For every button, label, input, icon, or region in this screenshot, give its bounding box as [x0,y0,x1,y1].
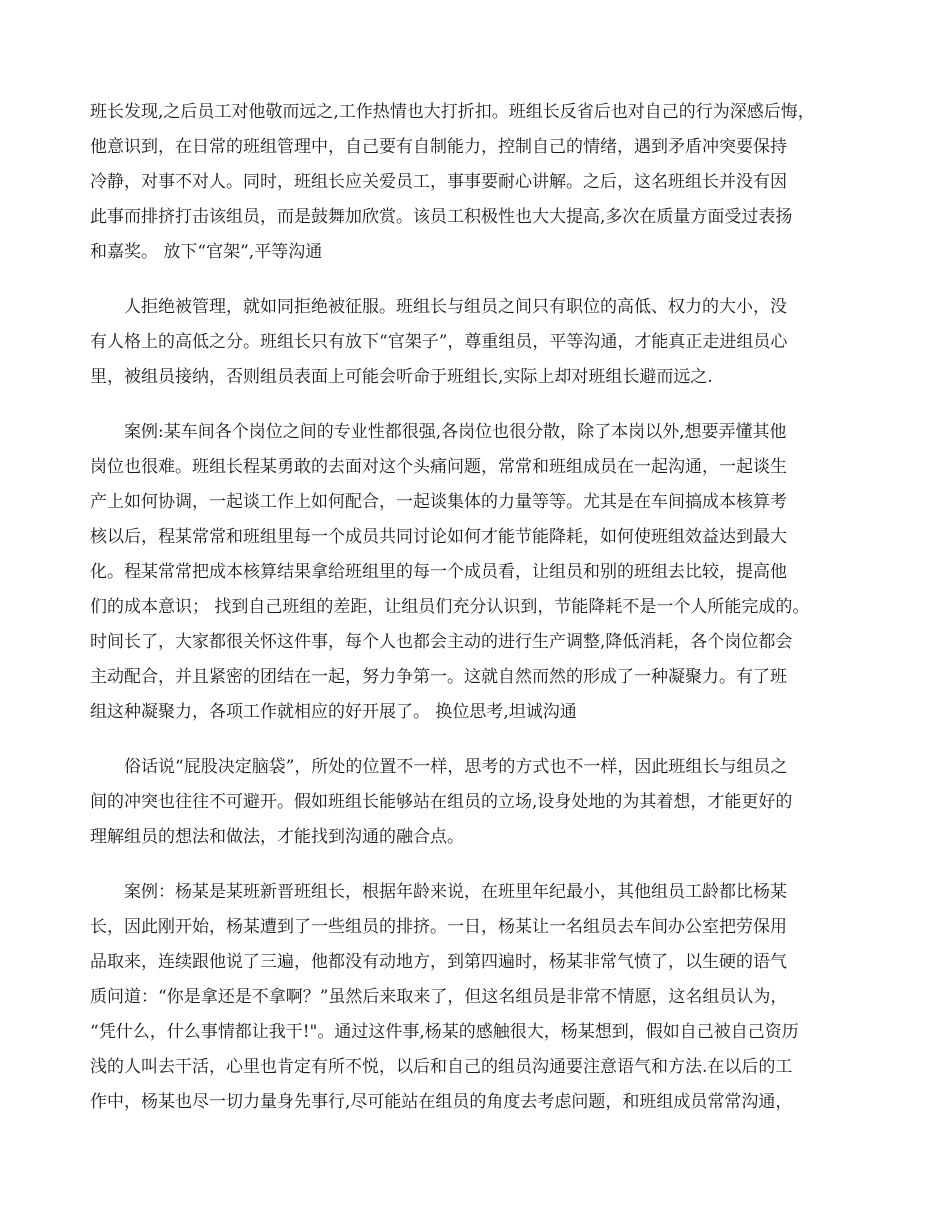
text-line: 浅的人叫去干活，心里也肯定有所不悦，以后和自己的组员沟通要注意语气和方法.在以后的工 [90,1057,793,1077]
text-line: 们的成本意识； 找到自己班组的差距，让组员们充分认识到，节能降耗不是一个人所能完成的。 [90,597,810,617]
text-line: 间的冲突也往往不可避开。假如班组长能够站在组员的立场,设身处地的为其着想，才能更好的 [90,792,793,812]
text-line: 此事而排挤打击该组员，而是鼓舞加欣赏。该员工积极性也大大提高,多次在质量方面受过表扬 [90,207,793,227]
text-line: 品取来，连续跟他说了三遍，他都没有动地方，到第四遍时，杨某非常气愤了，以生硬的语气 [90,952,787,972]
text-line: 冷静，对事不对人。同时，班组长应关爱员工，事事要耐心讲解。之后，这名班组长并没有因 [90,172,787,192]
text-line: 质问道：“你是拿还是不拿啊？”虽然后来取来了，但这名组员是非常不情愿，这名组员认为， [90,987,788,1007]
text-line: 组这种凝聚力，各项工作就相应的好开展了。 换位思考,坦诚沟通 [90,702,577,722]
text-line: “凭什么，什么事情都让我干!"。通过这件事,杨某的感触很大，杨某想到，假如自己被自己资历 [90,1022,799,1042]
text-line: 有人格上的高低之分。班组长只有放下“官架子”，尊重组员，平等沟通，才能真正走进组员心 [90,332,788,352]
text-line: 长，因此刚开始，杨某遭到了一些组员的排挤。一日，杨某让一名组员去车间办公室把劳保用 [90,917,787,937]
text-line: 他意识到，在日常的班组管理中，自己要有自制能力，控制自己的情绪，遇到矛盾冲突要保持 [90,137,787,157]
text-line: 俗话说“屁股决定脑袋”，所处的位置不一样，思考的方式也不一样，因此班组长与组员之 [124,757,788,777]
text-line: 人拒绝被管理，就如同拒绝被征服。班组长与组员之间只有职位的高低、权力的大小，没 [124,297,787,317]
text-line: 岗位也很难。班组长程某勇敢的去面对这个头痛问题，常常和班组成员在一起沟通，一起谈生 [90,457,787,477]
text-line: 里，被组员接纳，否则组员表面上可能会听命于班组长,实际上却对班组长避而远之. [90,367,713,387]
text-line: 案例：杨某是某班新晋班组长，根据年龄来说，在班里年纪最小，其他组员工龄都比杨某 [124,882,787,902]
text-line: 核以后，程某常常和班组里每一个成员共同讨论如何才能节能降耗，如何使班组效益达到最大 [90,527,787,547]
text-line: 班长发现,之后员工对他敬而远之,工作热情也大打折扣。班组长反省后也对自己的行为深感后悔， [90,102,815,122]
text-line: 产上如何协调，一起谈工作上如何配合，一起谈集体的力量等等。尤其是在车间搞成本核算考 [90,492,787,512]
text-line: 时间长了，大家都很关怀这件事，每个人也都会主动的进行生产调整,降低消耗，各个岗位都会 [90,632,793,652]
text-line: 和嘉奖。 放下“官架”,平等沟通 [90,242,323,262]
text-line: 案例:某车间各个岗位之间的专业性都很强,各岗位也很分散，除了本岗以外,想要弄懂其他 [124,422,787,442]
text-line: 主动配合，并且紧密的团结在一起，努力争第一。这就自然而然的形成了一种凝聚力。有了班 [90,667,787,687]
text-line: 作中，杨某也尽一切力量身先事行,尽可能站在组员的角度去考虑问题，和班组成员常常沟通， [90,1092,793,1112]
text-line: 理解组员的想法和做法，才能找到沟通的融合点。 [90,827,464,847]
text-line: 化。程某常常把成本核算结果拿给班组里的每一个成员看，让组员和别的班组去比较，提高他 [90,562,787,582]
